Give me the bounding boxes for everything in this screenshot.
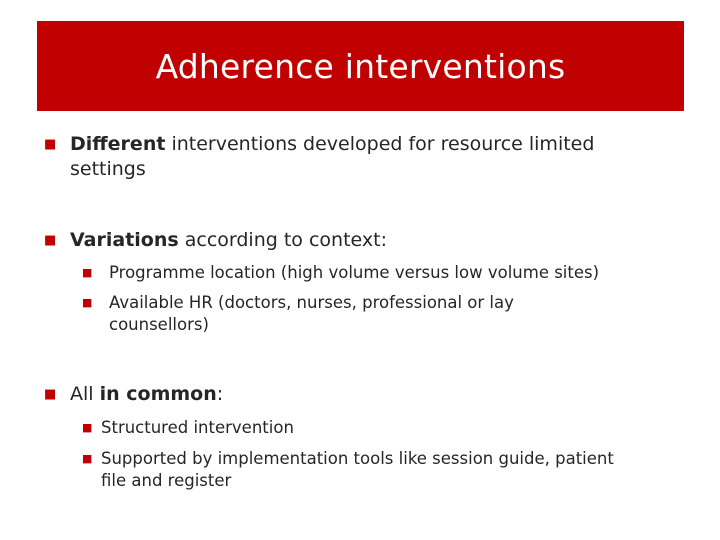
bullet-text: according to context: <box>178 229 387 251</box>
square-bullet-icon: ■ <box>44 233 57 248</box>
sub-bullet-text: Supported by implementation tools like session guide, patient file and register <box>101 449 614 490</box>
bullet-item <box>44 382 670 407</box>
sub-bullet-item <box>82 448 631 492</box>
bullet-bold-text: Different <box>70 133 166 155</box>
sub-bullet-text: Structured intervention <box>101 418 294 437</box>
sub-bullet-item <box>82 417 661 439</box>
square-bullet-icon: ■ <box>82 266 93 279</box>
square-bullet-icon: ■ <box>44 137 57 152</box>
bullet-prefix-text: All <box>70 383 100 405</box>
bullet-item <box>44 132 670 182</box>
bullet-bold-text: Variations <box>70 229 179 251</box>
slide-title: Adherence interventions <box>155 46 566 86</box>
bullet-text: interventions developed for resource limited settings <box>70 133 595 180</box>
square-bullet-icon: ■ <box>82 296 93 309</box>
sub-bullet-item <box>82 262 684 284</box>
bullet-bold-text: in common <box>99 383 217 405</box>
sub-bullet-text: Programme location (high volume versus low volume sites) <box>109 263 600 282</box>
bullet-item <box>44 228 670 253</box>
bullet-text: : <box>216 383 224 405</box>
sub-bullet-text: Available HR (doctors, nurses, professional or lay counsellors) <box>109 293 514 334</box>
sub-bullet-item <box>82 292 589 336</box>
square-bullet-icon: ■ <box>44 387 57 402</box>
square-bullet-icon: ■ <box>82 421 93 434</box>
square-bullet-icon: ■ <box>82 452 93 465</box>
